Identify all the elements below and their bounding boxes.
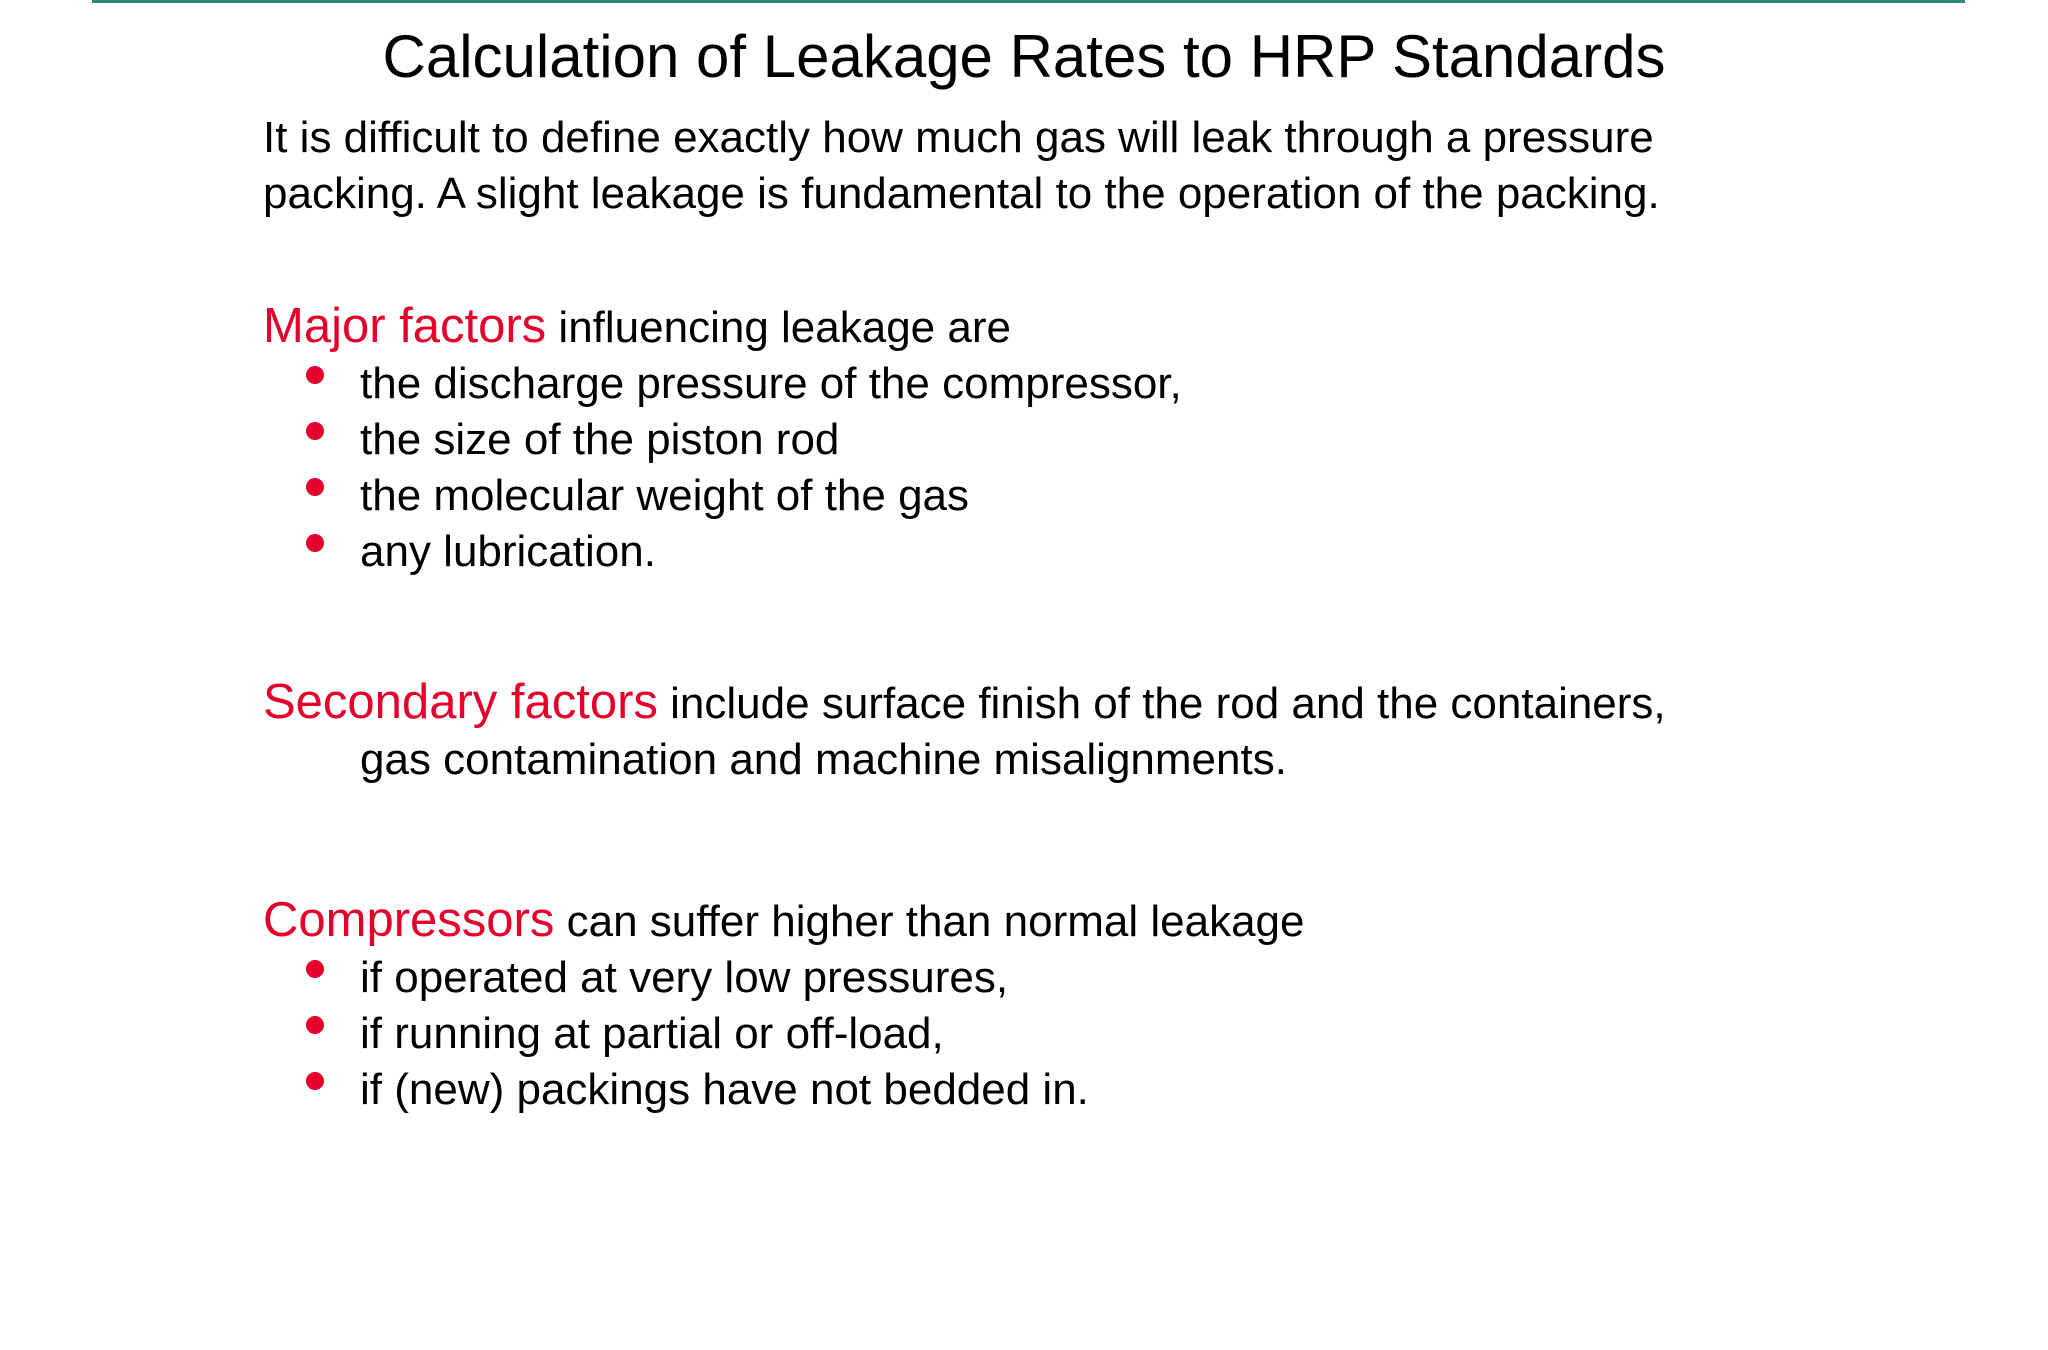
bullet-icon (306, 960, 324, 978)
top-divider (92, 0, 1965, 3)
major-factors-keyword: Major factors (263, 299, 547, 353)
list-item (263, 950, 1863, 1006)
intro-line-2: packing. A slight leakage is fundamental to the operation of the packing. (263, 169, 1660, 218)
list-item-text: if (new) packings have not bedded in. (360, 1065, 1089, 1114)
bullet-icon (306, 422, 324, 440)
compressors-list (263, 950, 1863, 1118)
compressors-heading (263, 892, 1863, 950)
list-item (263, 468, 1863, 524)
major-factors-section (263, 298, 1863, 580)
secondary-factors-heading (263, 674, 1863, 732)
bullet-icon (306, 534, 324, 552)
list-item-text: the size of the piston rod (360, 415, 840, 464)
secondary-factors-keyword: Secondary factors (263, 675, 658, 729)
secondary-factors-section (263, 674, 1863, 788)
list-item (263, 524, 1863, 580)
bullet-icon (306, 478, 324, 496)
major-factors-text: influencing leakage are (558, 303, 1011, 352)
list-item (263, 412, 1863, 468)
list-item (263, 356, 1863, 412)
secondary-factors-continuation: gas contamination and machine misalignments. (360, 735, 1287, 784)
secondary-factors-text: include surface finish of the rod and the containers, (670, 679, 1666, 728)
list-item-text: any lubrication. (360, 527, 656, 576)
bullet-icon (306, 1072, 324, 1090)
major-factors-list (263, 356, 1863, 580)
page-title: Calculation of Leakage Rates to HRP Standards (382, 23, 1666, 90)
compressors-section (263, 892, 1863, 1118)
list-item (263, 1006, 1863, 1062)
compressors-text: can suffer higher than normal leakage (566, 897, 1305, 946)
bullet-icon (306, 366, 324, 384)
bullet-icon (306, 1016, 324, 1034)
list-item-text: the molecular weight of the gas (360, 471, 970, 520)
list-item-text: if operated at very low pressures, (360, 953, 1009, 1002)
intro-paragraph (263, 110, 1863, 222)
major-factors-heading (263, 298, 1863, 356)
slide-body (263, 110, 1863, 1118)
intro-line-1: It is difficult to define exactly how much gas will leak through a pressure (263, 113, 1654, 162)
list-item-text: if running at partial or off-load, (360, 1009, 944, 1058)
compressors-keyword: Compressors (263, 893, 555, 947)
list-item (263, 1062, 1863, 1118)
list-item-text: the discharge pressure of the compressor, (360, 359, 1182, 408)
